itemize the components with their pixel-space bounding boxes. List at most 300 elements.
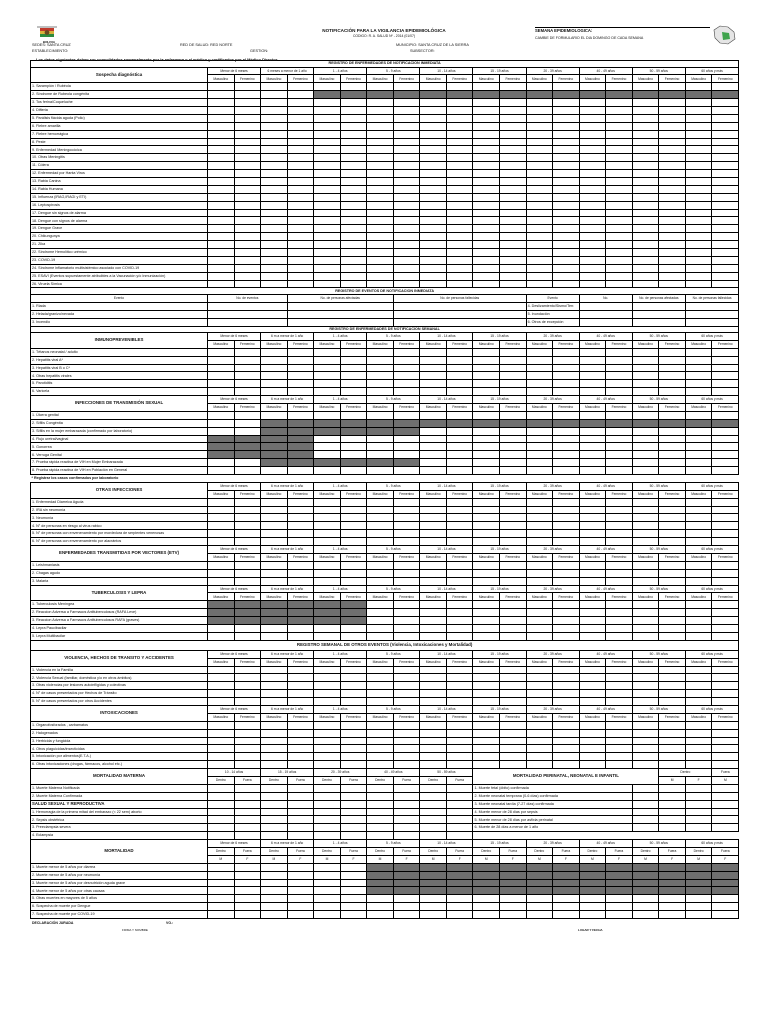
- data-entry-cell[interactable]: [473, 561, 500, 569]
- data-entry-cell[interactable]: [685, 256, 712, 264]
- data-entry-cell[interactable]: [712, 162, 739, 170]
- data-entry-cell[interactable]: [526, 506, 553, 514]
- data-entry-cell[interactable]: [659, 467, 686, 475]
- data-entry-cell[interactable]: [606, 698, 633, 706]
- data-entry-cell[interactable]: [340, 737, 367, 745]
- data-entry-cell[interactable]: [208, 122, 235, 130]
- data-entry-cell[interactable]: [500, 248, 527, 256]
- data-entry-cell[interactable]: [579, 154, 606, 162]
- data-entry-cell[interactable]: [632, 577, 659, 585]
- data-entry-cell[interactable]: [632, 318, 685, 326]
- data-entry-cell[interactable]: [208, 233, 235, 241]
- data-entry-cell[interactable]: [208, 871, 235, 879]
- data-entry-cell[interactable]: [685, 411, 712, 419]
- data-entry-cell[interactable]: [500, 185, 527, 193]
- data-entry-cell[interactable]: [393, 138, 420, 146]
- data-entry-cell[interactable]: [367, 609, 394, 617]
- data-entry-cell[interactable]: [287, 808, 314, 816]
- data-entry-cell[interactable]: [340, 506, 367, 514]
- data-entry-cell[interactable]: [659, 895, 686, 903]
- data-entry-cell[interactable]: [659, 427, 686, 435]
- data-entry-cell[interactable]: [261, 272, 288, 280]
- data-entry-cell[interactable]: [553, 721, 580, 729]
- data-entry-cell[interactable]: [420, 569, 447, 577]
- data-entry-cell[interactable]: [553, 682, 580, 690]
- data-entry-cell[interactable]: [632, 721, 659, 729]
- data-entry-cell[interactable]: [446, 201, 473, 209]
- data-entry-cell[interactable]: [340, 130, 367, 138]
- data-entry-cell[interactable]: [420, 348, 447, 356]
- data-entry-cell[interactable]: [340, 256, 367, 264]
- data-entry-cell[interactable]: [393, 146, 420, 154]
- data-entry-cell[interactable]: [314, 577, 341, 585]
- data-entry-cell[interactable]: [473, 682, 500, 690]
- data-entry-cell[interactable]: [420, 162, 447, 170]
- data-entry-cell[interactable]: [340, 380, 367, 388]
- data-entry-cell[interactable]: [208, 280, 235, 288]
- data-entry-cell[interactable]: [420, 577, 447, 585]
- data-entry-cell[interactable]: [579, 435, 606, 443]
- data-entry-cell[interactable]: [685, 193, 712, 201]
- data-entry-cell[interactable]: [367, 177, 394, 185]
- data-entry-cell[interactable]: [261, 130, 288, 138]
- data-entry-cell[interactable]: [340, 467, 367, 475]
- data-entry-cell[interactable]: [446, 451, 473, 459]
- data-entry-cell[interactable]: [261, 761, 288, 769]
- data-entry-cell[interactable]: [314, 364, 341, 372]
- data-entry-cell[interactable]: [712, 522, 739, 530]
- data-entry-cell[interactable]: [446, 632, 473, 640]
- data-entry-cell[interactable]: [632, 467, 659, 475]
- data-entry-cell[interactable]: [473, 467, 500, 475]
- data-entry-cell[interactable]: [234, 903, 261, 911]
- data-entry-cell[interactable]: [712, 721, 739, 729]
- data-entry-cell[interactable]: [208, 411, 235, 419]
- data-entry-cell[interactable]: [526, 225, 553, 233]
- data-entry-cell[interactable]: [261, 256, 288, 264]
- data-entry-cell[interactable]: [659, 356, 686, 364]
- data-entry-cell[interactable]: [367, 201, 394, 209]
- data-entry-cell[interactable]: [367, 106, 394, 114]
- data-entry-cell[interactable]: [473, 217, 500, 225]
- data-entry-cell[interactable]: [685, 459, 712, 467]
- data-entry-cell[interactable]: [367, 506, 394, 514]
- data-entry-cell[interactable]: [659, 154, 686, 162]
- data-entry-cell[interactable]: [208, 816, 235, 824]
- data-entry-cell[interactable]: [208, 498, 235, 506]
- data-entry-cell[interactable]: [287, 154, 314, 162]
- data-entry-cell[interactable]: [473, 666, 500, 674]
- data-entry-cell[interactable]: [367, 272, 394, 280]
- data-entry-cell[interactable]: [314, 248, 341, 256]
- data-entry-cell[interactable]: [712, 895, 739, 903]
- data-entry-cell[interactable]: [446, 177, 473, 185]
- data-entry-cell[interactable]: [261, 364, 288, 372]
- data-entry-cell[interactable]: [420, 792, 447, 800]
- data-entry-cell[interactable]: [367, 348, 394, 356]
- data-entry-cell[interactable]: [685, 761, 712, 769]
- data-entry-cell[interactable]: [526, 609, 553, 617]
- data-entry-cell[interactable]: [393, 682, 420, 690]
- data-entry-cell[interactable]: [420, 185, 447, 193]
- data-entry-cell[interactable]: [685, 388, 712, 396]
- data-entry-cell[interactable]: [393, 348, 420, 356]
- data-entry-cell[interactable]: [393, 911, 420, 919]
- data-entry-cell[interactable]: [500, 617, 527, 625]
- data-entry-cell[interactable]: [340, 106, 367, 114]
- data-entry-cell[interactable]: [234, 737, 261, 745]
- data-entry-cell[interactable]: [632, 83, 659, 91]
- data-entry-cell[interactable]: [553, 666, 580, 674]
- data-entry-cell[interactable]: [287, 682, 314, 690]
- data-entry-cell[interactable]: [606, 632, 633, 640]
- data-entry-cell[interactable]: [685, 443, 712, 451]
- data-entry-cell[interactable]: [287, 193, 314, 201]
- data-entry-cell[interactable]: [659, 530, 686, 538]
- data-entry-cell[interactable]: [340, 729, 367, 737]
- data-entry-cell[interactable]: [234, 863, 261, 871]
- data-entry-cell[interactable]: [340, 690, 367, 698]
- data-entry-cell[interactable]: [712, 154, 739, 162]
- data-entry-cell[interactable]: [208, 241, 235, 249]
- data-entry-cell[interactable]: [553, 601, 580, 609]
- data-entry-cell[interactable]: [553, 577, 580, 585]
- data-entry-cell[interactable]: [500, 170, 527, 178]
- data-entry-cell[interactable]: [393, 506, 420, 514]
- data-entry-cell[interactable]: [261, 411, 288, 419]
- data-entry-cell[interactable]: [340, 451, 367, 459]
- data-entry-cell[interactable]: [314, 832, 341, 840]
- data-entry-cell[interactable]: [367, 753, 394, 761]
- data-entry-cell[interactable]: [712, 380, 739, 388]
- data-entry-cell[interactable]: [340, 233, 367, 241]
- data-entry-cell[interactable]: [712, 632, 739, 640]
- data-entry-cell[interactable]: [261, 83, 288, 91]
- data-entry-cell[interactable]: [287, 690, 314, 698]
- data-entry-cell[interactable]: [420, 682, 447, 690]
- data-entry-cell[interactable]: [420, 690, 447, 698]
- data-entry-cell[interactable]: [579, 911, 606, 919]
- data-entry-cell[interactable]: [314, 201, 341, 209]
- data-entry-cell[interactable]: [526, 514, 553, 522]
- data-entry-cell[interactable]: [632, 514, 659, 522]
- data-entry-cell[interactable]: [500, 690, 527, 698]
- data-entry-cell[interactable]: [712, 729, 739, 737]
- data-entry-cell[interactable]: [659, 233, 686, 241]
- data-entry-cell[interactable]: [526, 443, 553, 451]
- data-entry-cell[interactable]: [579, 698, 606, 706]
- data-entry-cell[interactable]: [606, 170, 633, 178]
- data-entry-cell[interactable]: [261, 538, 288, 546]
- data-entry-cell[interactable]: [685, 506, 712, 514]
- data-entry-cell[interactable]: [314, 348, 341, 356]
- data-entry-cell[interactable]: [261, 348, 288, 356]
- data-entry-cell[interactable]: [579, 170, 606, 178]
- data-entry-cell[interactable]: [553, 138, 580, 146]
- data-entry-cell[interactable]: [314, 895, 341, 903]
- data-entry-cell[interactable]: [340, 272, 367, 280]
- data-entry-cell[interactable]: [420, 666, 447, 674]
- data-entry-cell[interactable]: [632, 256, 659, 264]
- data-entry-cell[interactable]: [632, 903, 659, 911]
- data-entry-cell[interactable]: [606, 193, 633, 201]
- data-entry-cell[interactable]: [314, 824, 341, 832]
- data-entry-cell[interactable]: [553, 372, 580, 380]
- data-entry-cell[interactable]: [526, 561, 553, 569]
- data-entry-cell[interactable]: [314, 737, 341, 745]
- data-entry-cell[interactable]: [685, 364, 712, 372]
- data-entry-cell[interactable]: [314, 451, 341, 459]
- data-entry-cell[interactable]: [261, 114, 288, 122]
- data-entry-cell[interactable]: [234, 388, 261, 396]
- data-entry-cell[interactable]: [659, 209, 686, 217]
- data-entry-cell[interactable]: [685, 177, 712, 185]
- data-entry-cell[interactable]: [500, 674, 527, 682]
- data-entry-cell[interactable]: [500, 624, 527, 632]
- data-entry-cell[interactable]: [473, 609, 500, 617]
- data-entry-cell[interactable]: [526, 624, 553, 632]
- data-entry-cell[interactable]: [685, 372, 712, 380]
- data-entry-cell[interactable]: [473, 272, 500, 280]
- data-entry-cell[interactable]: [473, 130, 500, 138]
- data-entry-cell[interactable]: [712, 698, 739, 706]
- data-entry-cell[interactable]: [446, 122, 473, 130]
- data-entry-cell[interactable]: [606, 721, 633, 729]
- data-entry-cell[interactable]: [208, 577, 235, 585]
- data-entry-cell[interactable]: [393, 380, 420, 388]
- data-entry-cell[interactable]: [553, 356, 580, 364]
- data-entry-cell[interactable]: [685, 792, 712, 800]
- data-entry-cell[interactable]: [340, 162, 367, 170]
- data-entry-cell[interactable]: [632, 729, 659, 737]
- data-entry-cell[interactable]: [712, 737, 739, 745]
- data-entry-cell[interactable]: [659, 753, 686, 761]
- data-entry-cell[interactable]: [606, 138, 633, 146]
- data-entry-cell[interactable]: [685, 514, 712, 522]
- data-entry-cell[interactable]: [234, 682, 261, 690]
- data-entry-cell[interactable]: [473, 698, 500, 706]
- data-entry-cell[interactable]: [287, 106, 314, 114]
- data-entry-cell[interactable]: [685, 721, 712, 729]
- data-entry-cell[interactable]: [234, 871, 261, 879]
- data-entry-cell[interactable]: [314, 745, 341, 753]
- data-entry-cell[interactable]: [712, 601, 739, 609]
- data-entry-cell[interactable]: [500, 146, 527, 154]
- data-entry-cell[interactable]: [367, 832, 394, 840]
- data-entry-cell[interactable]: [553, 443, 580, 451]
- data-entry-cell[interactable]: [420, 83, 447, 91]
- data-entry-cell[interactable]: [632, 427, 659, 435]
- data-entry-cell[interactable]: [367, 601, 394, 609]
- data-entry-cell[interactable]: [659, 816, 686, 824]
- data-entry-cell[interactable]: [712, 609, 739, 617]
- data-entry-cell[interactable]: [712, 666, 739, 674]
- data-entry-cell[interactable]: [606, 122, 633, 130]
- data-entry-cell[interactable]: [685, 280, 712, 288]
- data-entry-cell[interactable]: [632, 348, 659, 356]
- data-entry-cell[interactable]: [340, 784, 367, 792]
- data-entry-cell[interactable]: [606, 569, 633, 577]
- data-entry-cell[interactable]: [314, 506, 341, 514]
- data-entry-cell[interactable]: [579, 83, 606, 91]
- data-entry-cell[interactable]: [340, 177, 367, 185]
- data-entry-cell[interactable]: [446, 530, 473, 538]
- data-entry-cell[interactable]: [367, 514, 394, 522]
- data-entry-cell[interactable]: [393, 467, 420, 475]
- data-entry-cell[interactable]: [340, 745, 367, 753]
- data-entry-cell[interactable]: [367, 83, 394, 91]
- data-entry-cell[interactable]: [712, 241, 739, 249]
- data-entry-cell[interactable]: [685, 498, 712, 506]
- data-entry-cell[interactable]: [420, 146, 447, 154]
- data-entry-cell[interactable]: [685, 800, 712, 808]
- data-entry-cell[interactable]: [632, 411, 659, 419]
- data-entry-cell[interactable]: [500, 911, 527, 919]
- data-entry-cell[interactable]: [234, 241, 261, 249]
- data-entry-cell[interactable]: [579, 106, 606, 114]
- data-entry-cell[interactable]: [420, 99, 447, 107]
- data-entry-cell[interactable]: [314, 761, 341, 769]
- data-entry-cell[interactable]: [314, 233, 341, 241]
- data-entry-cell[interactable]: [553, 561, 580, 569]
- data-entry-cell[interactable]: [500, 114, 527, 122]
- data-entry-cell[interactable]: [712, 411, 739, 419]
- data-entry-cell[interactable]: [659, 792, 686, 800]
- data-entry-cell[interactable]: [420, 514, 447, 522]
- data-entry-cell[interactable]: [659, 577, 686, 585]
- data-entry-cell[interactable]: [500, 737, 527, 745]
- data-entry-cell[interactable]: [579, 302, 632, 310]
- data-entry-cell[interactable]: [393, 624, 420, 632]
- data-entry-cell[interactable]: [473, 674, 500, 682]
- data-entry-cell[interactable]: [393, 514, 420, 522]
- data-entry-cell[interactable]: [659, 280, 686, 288]
- data-entry-cell[interactable]: [712, 388, 739, 396]
- data-entry-cell[interactable]: [579, 272, 606, 280]
- data-entry-cell[interactable]: [685, 911, 712, 919]
- data-entry-cell[interactable]: [606, 761, 633, 769]
- data-entry-cell[interactable]: [314, 498, 341, 506]
- data-entry-cell[interactable]: [314, 808, 341, 816]
- data-entry-cell[interactable]: [606, 729, 633, 737]
- data-entry-cell[interactable]: [287, 729, 314, 737]
- data-entry-cell[interactable]: [234, 808, 261, 816]
- data-entry-cell[interactable]: [500, 632, 527, 640]
- data-entry-cell[interactable]: [208, 887, 235, 895]
- data-entry-cell[interactable]: [500, 241, 527, 249]
- data-entry-cell[interactable]: [261, 808, 288, 816]
- data-entry-cell[interactable]: [420, 122, 447, 130]
- data-entry-cell[interactable]: [553, 170, 580, 178]
- data-entry-cell[interactable]: [208, 737, 235, 745]
- data-entry-cell[interactable]: [367, 122, 394, 130]
- data-entry-cell[interactable]: [367, 690, 394, 698]
- data-entry-cell[interactable]: [340, 561, 367, 569]
- data-entry-cell[interactable]: [473, 162, 500, 170]
- data-entry-cell[interactable]: [367, 824, 394, 832]
- data-entry-cell[interactable]: [500, 138, 527, 146]
- data-entry-cell[interactable]: [367, 784, 394, 792]
- data-entry-cell[interactable]: [579, 530, 606, 538]
- data-entry-cell[interactable]: [659, 388, 686, 396]
- data-entry-cell[interactable]: [526, 193, 553, 201]
- data-entry-cell[interactable]: [393, 256, 420, 264]
- data-entry-cell[interactable]: [606, 506, 633, 514]
- data-entry-cell[interactable]: [606, 154, 633, 162]
- data-entry-cell[interactable]: [526, 264, 553, 272]
- data-entry-cell[interactable]: [393, 162, 420, 170]
- data-entry-cell[interactable]: [685, 248, 712, 256]
- data-entry-cell[interactable]: [367, 792, 394, 800]
- data-entry-cell[interactable]: [632, 792, 659, 800]
- data-entry-cell[interactable]: [261, 233, 288, 241]
- data-entry-cell[interactable]: [208, 318, 288, 326]
- data-entry-cell[interactable]: [446, 380, 473, 388]
- data-entry-cell[interactable]: [500, 130, 527, 138]
- data-entry-cell[interactable]: [579, 522, 606, 530]
- data-entry-cell[interactable]: [553, 569, 580, 577]
- data-entry-cell[interactable]: [287, 879, 314, 887]
- data-entry-cell[interactable]: [234, 225, 261, 233]
- data-entry-cell[interactable]: [393, 201, 420, 209]
- data-entry-cell[interactable]: [367, 895, 394, 903]
- data-entry-cell[interactable]: [261, 690, 288, 698]
- data-entry-cell[interactable]: [500, 201, 527, 209]
- data-entry-cell[interactable]: [393, 310, 526, 318]
- data-entry-cell[interactable]: [340, 624, 367, 632]
- data-entry-cell[interactable]: [712, 106, 739, 114]
- data-entry-cell[interactable]: [234, 280, 261, 288]
- data-entry-cell[interactable]: [393, 792, 420, 800]
- data-entry-cell[interactable]: [579, 569, 606, 577]
- data-entry-cell[interactable]: [340, 761, 367, 769]
- data-entry-cell[interactable]: [685, 816, 712, 824]
- data-entry-cell[interactable]: [659, 185, 686, 193]
- data-entry-cell[interactable]: [473, 225, 500, 233]
- data-entry-cell[interactable]: [393, 698, 420, 706]
- data-entry-cell[interactable]: [500, 666, 527, 674]
- data-entry-cell[interactable]: [606, 146, 633, 154]
- data-entry-cell[interactable]: [685, 737, 712, 745]
- data-entry-cell[interactable]: [553, 185, 580, 193]
- data-entry-cell[interactable]: [261, 800, 288, 808]
- data-entry-cell[interactable]: [393, 170, 420, 178]
- data-entry-cell[interactable]: [685, 264, 712, 272]
- data-entry-cell[interactable]: [712, 824, 739, 832]
- data-entry-cell[interactable]: [446, 272, 473, 280]
- data-entry-cell[interactable]: [553, 698, 580, 706]
- data-entry-cell[interactable]: [446, 280, 473, 288]
- data-entry-cell[interactable]: [340, 674, 367, 682]
- data-entry-cell[interactable]: [553, 617, 580, 625]
- data-entry-cell[interactable]: [526, 522, 553, 530]
- data-entry-cell[interactable]: [446, 506, 473, 514]
- data-entry-cell[interactable]: [473, 388, 500, 396]
- data-entry-cell[interactable]: [606, 185, 633, 193]
- data-entry-cell[interactable]: [314, 467, 341, 475]
- red-field[interactable]: RED DE SALUD: RED NORTE: [180, 43, 233, 47]
- data-entry-cell[interactable]: [393, 895, 420, 903]
- data-entry-cell[interactable]: [632, 745, 659, 753]
- data-entry-cell[interactable]: [287, 364, 314, 372]
- data-entry-cell[interactable]: [393, 388, 420, 396]
- data-entry-cell[interactable]: [553, 753, 580, 761]
- data-entry-cell[interactable]: [420, 903, 447, 911]
- data-entry-cell[interactable]: [659, 138, 686, 146]
- data-entry-cell[interactable]: [208, 388, 235, 396]
- data-entry-cell[interactable]: [500, 753, 527, 761]
- data-entry-cell[interactable]: [287, 233, 314, 241]
